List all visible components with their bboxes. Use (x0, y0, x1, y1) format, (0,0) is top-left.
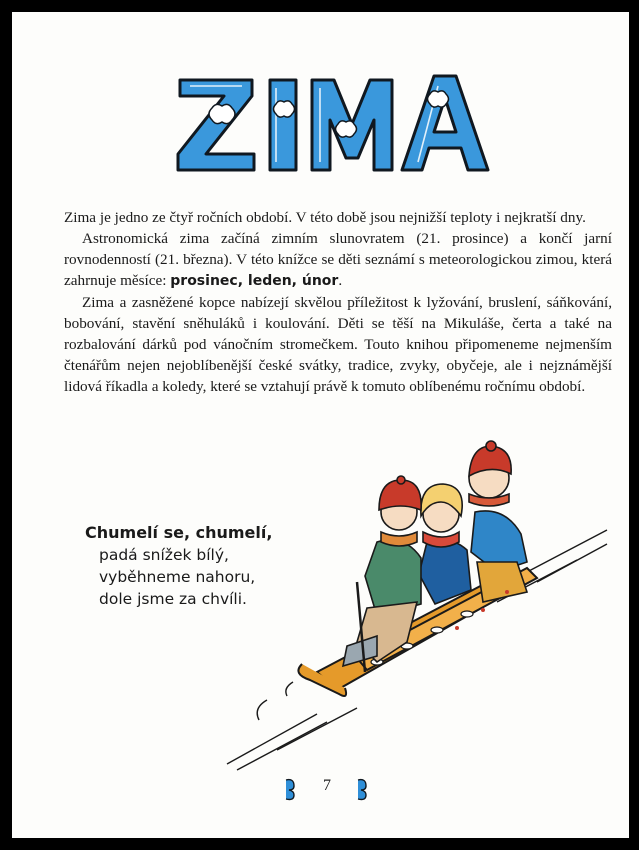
snowflake-ornament-icon (283, 777, 297, 801)
page-number: 7 (323, 777, 331, 794)
paragraph-1: Zima je jedno ze čtyř ročních období. V této době jsou nejnižší teploty i nejkratší dny. (64, 209, 586, 226)
page-title (172, 62, 492, 177)
book-page (12, 12, 629, 838)
paragraph-3: Zima a zasněžené kopce nabízejí skvělou příležitost k lyžování, bruslení, sáňkování, bobování, stavění sněhuláků i koulování. Děti se těší na Mikuláše, čerta a také na rozbalování dárků pod vánočním stromečkem. Touto knihou připomeneme nejmenším čtenářům nejen nejoblíbenější české svátky, tradice, zvyky, obyčeje, ale i nejznámější lidová říkadla a koledy, které se vztahují právě k tomuto oblíbenému ročnímu období. (64, 294, 612, 395)
rhyme-line: padá snížek bílý, (99, 546, 229, 564)
page-footer (277, 775, 377, 805)
snowflake-ornament-icon (355, 777, 369, 801)
sledding-children-illustration (207, 432, 617, 777)
intro-text (64, 207, 612, 397)
rhyme-first-line: Chumelí se, chumelí, (85, 523, 273, 542)
title-lettering (172, 62, 492, 177)
rhyme-line: dole jsme za chvíli. (99, 590, 247, 608)
paragraph-2: Astronomická zima začíná zimním slunovratem (21. prosince) a končí jarní rovnodenností (21. března). V této knížce se děti seznámí s meteorologickou zimou, která zahrnuje měsíce: prosinec, leden, únor. (64, 230, 612, 289)
rhyme-line: vyběhneme nahoru, (99, 568, 256, 586)
winter-months: prosinec, leden, únor (170, 273, 339, 289)
